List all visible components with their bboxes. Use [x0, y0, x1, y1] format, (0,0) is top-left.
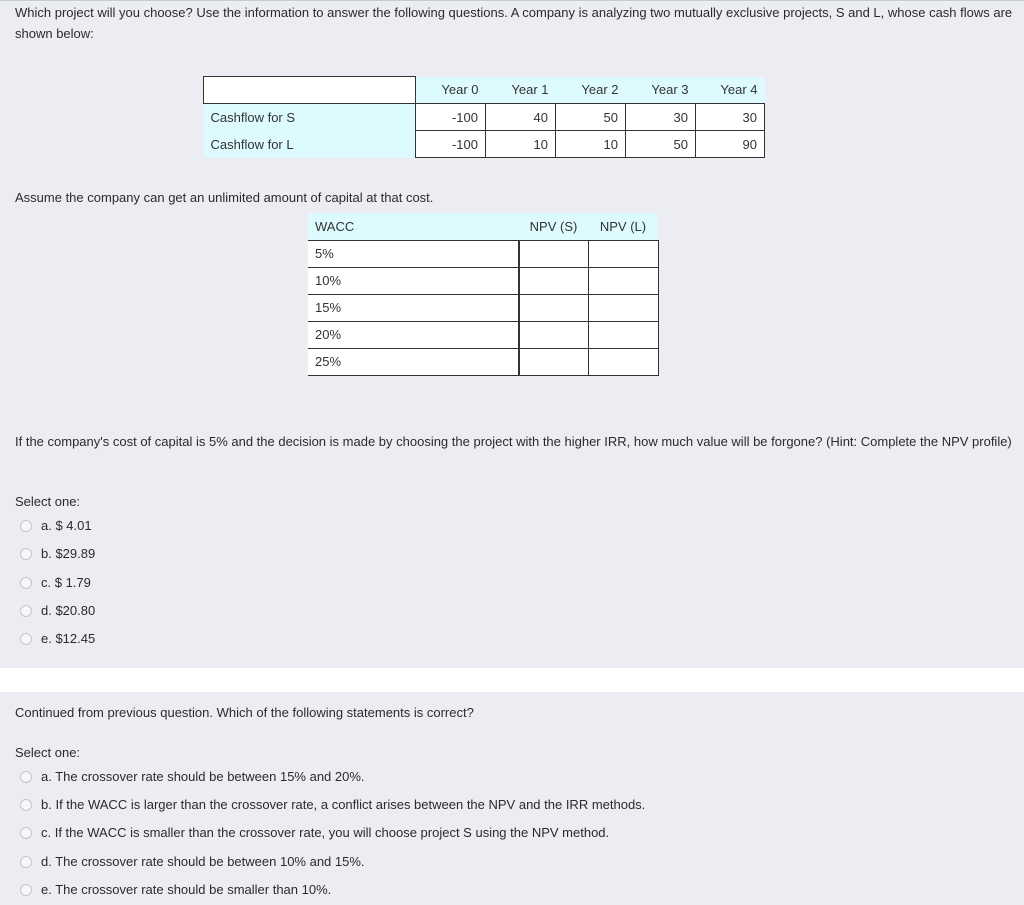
answer-option-c[interactable]: [20, 573, 91, 593]
header-wacc: WACC: [308, 213, 519, 240]
header-year-1: Year 1: [486, 77, 556, 104]
cashflow-table-header: [204, 77, 765, 104]
wacc-rate: 15%: [308, 294, 519, 321]
option-label: a. $ 4.01: [41, 518, 92, 533]
answer-option-c[interactable]: [20, 823, 609, 843]
select-one-label: Select one:: [15, 494, 81, 509]
table-row: [308, 321, 658, 348]
question-2-text: Continued from previous question. Which of the following statements is correct?: [15, 705, 474, 720]
option-label: c. If the WACC is smaller than the crossover rate, you will choose project S using the NPV method.: [41, 825, 610, 840]
table-cell: 30: [696, 104, 765, 131]
npv-s-cell: [519, 321, 588, 348]
wacc-rate: 25%: [308, 348, 519, 375]
header-year-3: Year 3: [626, 77, 696, 104]
npv-table-header: [308, 213, 658, 240]
npv-l-cell: [588, 321, 658, 348]
option-label: e. The crossover rate should be smaller than 10%.: [41, 882, 332, 897]
table-row: [204, 131, 765, 158]
radio-button[interactable]: [20, 799, 32, 811]
answer-option-e[interactable]: [20, 629, 95, 649]
answer-option-d[interactable]: [20, 601, 95, 621]
table-cell: 50: [556, 104, 626, 131]
header-npv-s: NPV (S): [519, 213, 588, 240]
radio-button[interactable]: [20, 884, 32, 896]
assumption-text: Assume the company can get an unlimited amount of capital at that cost.: [15, 190, 434, 205]
wacc-rate: 20%: [308, 321, 519, 348]
npv-s-cell: [519, 240, 588, 267]
radio-button[interactable]: [20, 520, 32, 532]
table-cell: -100: [416, 131, 486, 158]
header-npv-l: NPV (L): [588, 213, 658, 240]
table-cell: 40: [486, 104, 556, 131]
radio-button[interactable]: [20, 771, 32, 783]
question-1-intro: Which project will you choose? Use the information to answer the following questions. A company is analyzing two mutually exclusive projects, S and L, whose cash flows are shown below:: [15, 5, 1013, 41]
table-row: [204, 104, 765, 131]
table-cell: -100: [416, 104, 486, 131]
npv-s-cell: [519, 348, 588, 375]
wacc-rate: 5%: [308, 240, 519, 267]
row-label-l: Cashflow for L: [204, 131, 416, 158]
npv-profile-table: [308, 213, 659, 376]
answer-option-b[interactable]: [20, 795, 645, 815]
radio-button[interactable]: [20, 856, 32, 868]
table-cell: 90: [696, 131, 765, 158]
header-year-0: Year 0: [416, 77, 486, 104]
table-cell: 30: [626, 104, 696, 131]
answer-option-b[interactable]: [20, 544, 95, 564]
cashflow-table-corner: [204, 77, 416, 104]
table-row: [308, 240, 658, 267]
npv-l-cell: [588, 348, 658, 375]
radio-button[interactable]: [20, 577, 32, 589]
radio-button[interactable]: [20, 827, 32, 839]
row-label-s: Cashflow for S: [204, 104, 416, 131]
select-one-label: Select one:: [15, 745, 81, 760]
question-1-text: If the company's cost of capital is 5% and the decision is made by choosing the project with the higher IRR, how much value will be forgone? (Hint: Complete the NPV profile): [15, 434, 1012, 449]
answer-option-a[interactable]: [20, 767, 365, 787]
answer-option-e[interactable]: [20, 880, 331, 900]
radio-button[interactable]: [20, 605, 32, 617]
wacc-rate: 10%: [308, 267, 519, 294]
radio-button[interactable]: [20, 548, 32, 560]
option-label: c. $ 1.79: [41, 575, 91, 590]
option-label: e. $12.45: [41, 631, 96, 646]
table-cell: 10: [556, 131, 626, 158]
option-label: d. $20.80: [41, 603, 96, 618]
option-label: b. $29.89: [41, 546, 96, 561]
table-cell: 10: [486, 131, 556, 158]
npv-l-cell: [588, 267, 658, 294]
npv-s-cell: [519, 294, 588, 321]
answer-option-d[interactable]: [20, 852, 365, 872]
npv-l-cell: [588, 294, 658, 321]
answer-option-a[interactable]: [20, 516, 92, 536]
table-cell: 50: [626, 131, 696, 158]
radio-button[interactable]: [20, 633, 32, 645]
table-row: [308, 294, 658, 321]
option-label: d. The crossover rate should be between 10% and 15%.: [41, 854, 365, 869]
npv-s-cell: [519, 267, 588, 294]
npv-l-cell: [588, 240, 658, 267]
header-year-4: Year 4: [696, 77, 765, 104]
cashflow-table: [203, 76, 765, 158]
option-label: b. If the WACC is larger than the crossover rate, a conflict arises between the NPV and the IRR methods.: [41, 797, 646, 812]
table-row: [308, 267, 658, 294]
table-row: [308, 348, 658, 375]
option-label: a. The crossover rate should be between 15% and 20%.: [41, 769, 365, 784]
question-2-panel: [0, 692, 1024, 905]
header-year-2: Year 2: [556, 77, 626, 104]
